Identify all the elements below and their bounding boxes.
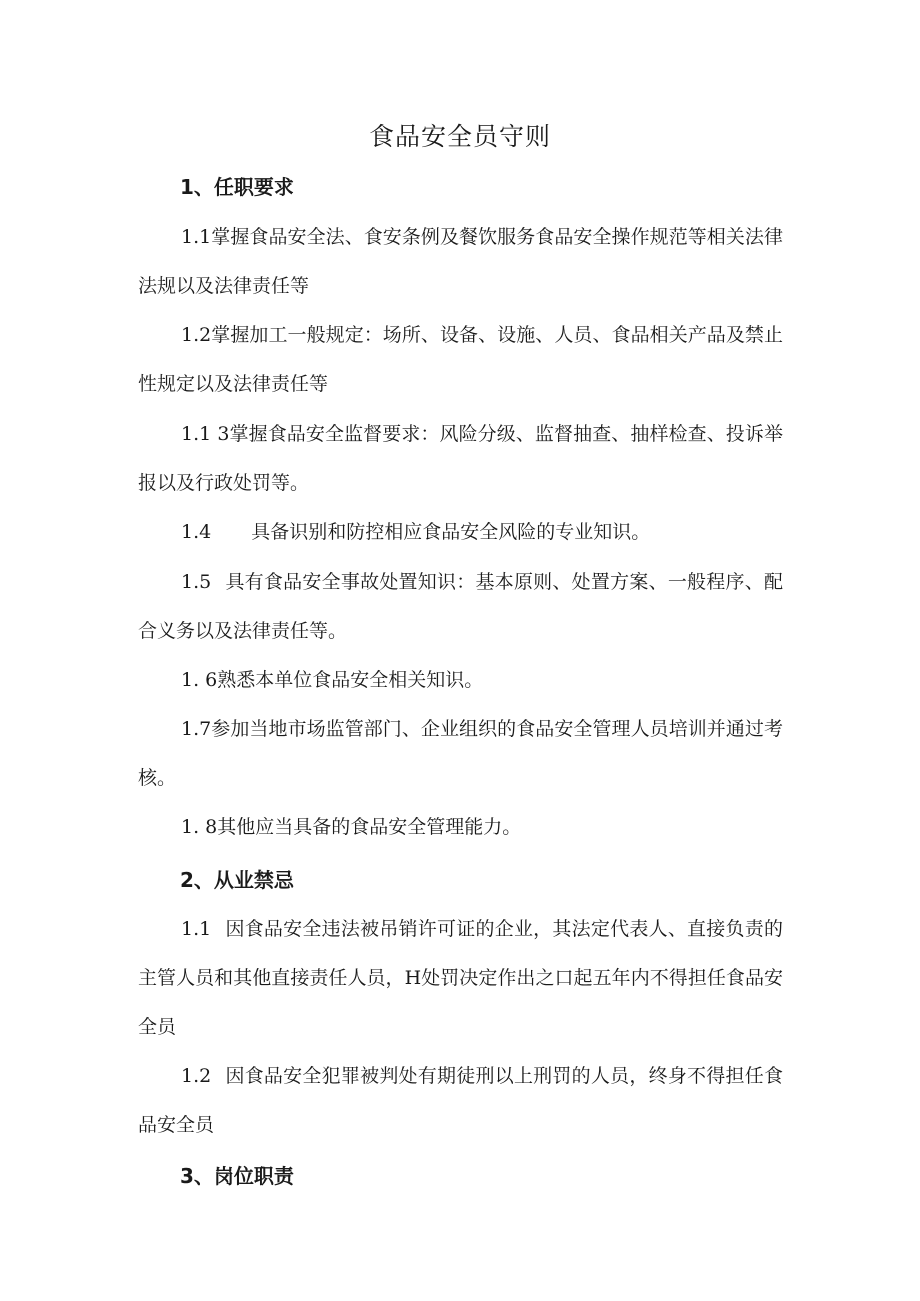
item-number: 1.5 bbox=[181, 571, 212, 593]
item-number: 1. 6 bbox=[181, 669, 218, 691]
paragraph-2-2 bbox=[138, 1052, 783, 1150]
paragraph-1-2 bbox=[138, 311, 783, 409]
item-text: 掌握食品安全法、食安条例及餐饮服务食品安全操作规范等相关法律法规以及法律责任等 bbox=[138, 226, 783, 297]
paragraph-1-3 bbox=[138, 410, 783, 508]
item-text: 参加当地市场监管部门、企业组织的食品安全管理人员培训并通过考核。 bbox=[138, 718, 783, 789]
item-text: 具有食品安全事故处置知识：基本原则、处置方案、一般程序、配合义务以及法律责任等。 bbox=[138, 571, 783, 642]
paragraph-1-1 bbox=[138, 213, 783, 311]
section-heading-1: 1、任职要求 bbox=[180, 175, 294, 199]
item-text: 熟悉本单位食品安全相关知识。 bbox=[217, 669, 484, 691]
paragraph-1-6 bbox=[138, 656, 783, 705]
item-number: 1.7 bbox=[181, 718, 212, 740]
paragraph-2-1 bbox=[138, 905, 783, 1052]
item-number: 1.2 bbox=[181, 324, 212, 346]
item-text: 掌握食品安全监督要求：风险分级、监督抽查、抽样检查、投诉举报以及行政处罚等。 bbox=[138, 423, 783, 494]
document-title: 食品安全员守则 bbox=[368, 122, 551, 151]
paragraph-1-8 bbox=[138, 803, 783, 852]
paragraph-1-7 bbox=[138, 705, 783, 803]
item-number: 1.2 bbox=[181, 1065, 212, 1087]
item-text: 具备识别和防控相应食品安全风险的专业知识。 bbox=[251, 521, 651, 543]
item-text: 因食品安全犯罪被判处有期徒刑以上刑罚的人员，终身不得担任食品安全员 bbox=[138, 1065, 783, 1136]
item-number: 1.4 bbox=[181, 521, 212, 543]
item-text: 其他应当具备的食品安全管理能力。 bbox=[217, 816, 522, 838]
paragraph-1-5 bbox=[138, 558, 783, 656]
paragraph-1-4 bbox=[138, 508, 783, 557]
item-text: 因食品安全违法被吊销许可证的企业，其法定代表人、直接负责的主管人员和其他直接责任人员，H处罚决定作出之口起五年内不得担任食品安全员 bbox=[138, 918, 783, 1038]
item-number: 1.1 3 bbox=[181, 423, 230, 445]
item-number: 1. 8 bbox=[181, 816, 218, 838]
item-number: 1.1 bbox=[181, 918, 212, 940]
item-text: 掌握加工一般规定：场所、设备、设施、人员、食品相关产品及禁止性规定以及法律责任等 bbox=[138, 324, 783, 395]
section-heading-2: 2、从业禁忌 bbox=[180, 868, 294, 892]
item-number: 1.1 bbox=[181, 226, 212, 248]
section-heading-3: 3、岗位职责 bbox=[180, 1164, 294, 1188]
